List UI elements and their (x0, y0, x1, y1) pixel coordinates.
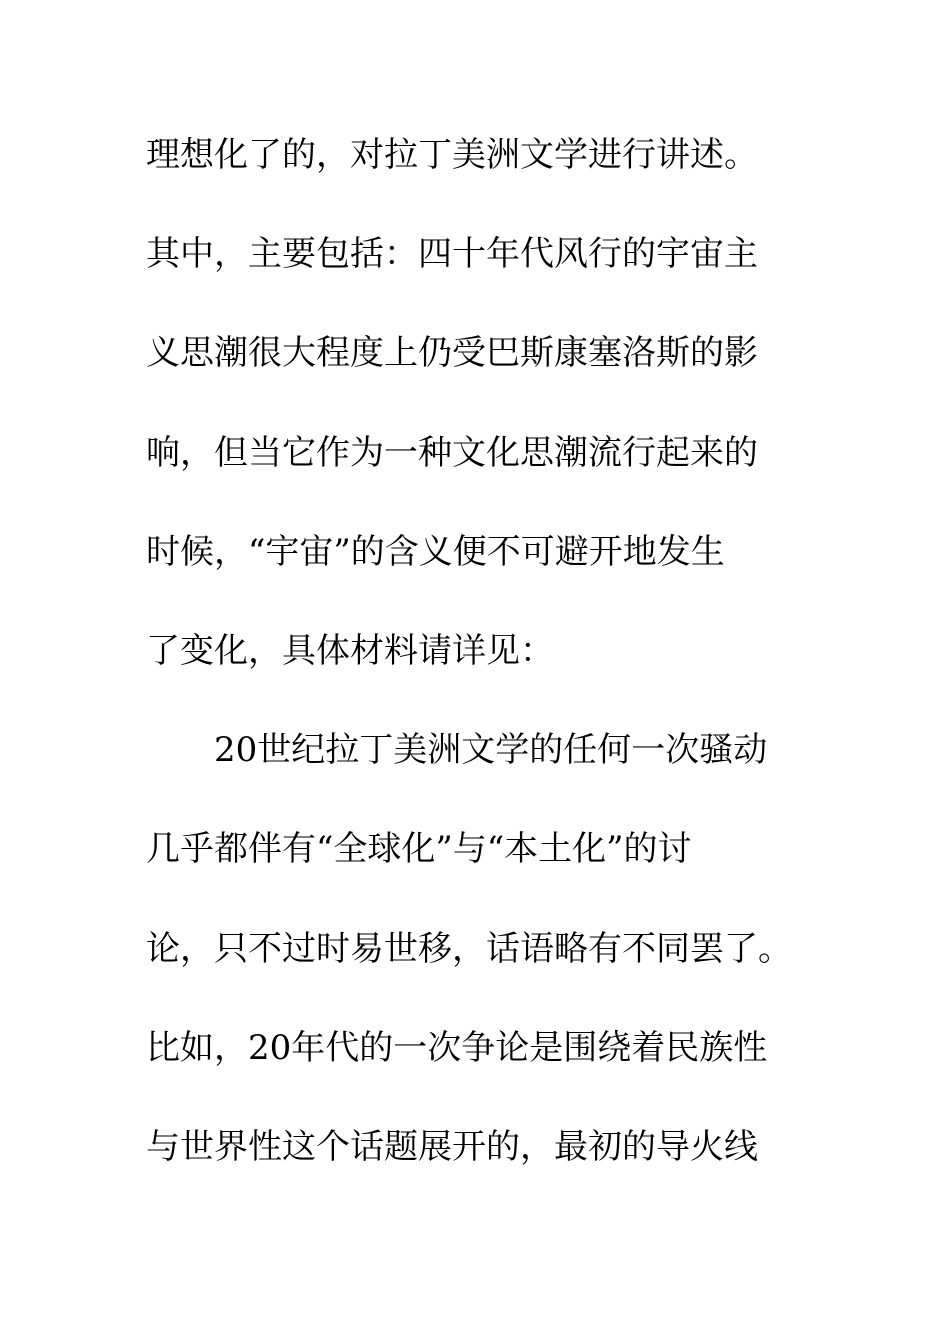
paragraph-start-line: 20世纪拉丁美洲文学的任何一次骚动 (214, 730, 768, 771)
text-line-2: 其中，主要包括：四十年代风行的宇宙主 (146, 234, 758, 275)
text-line-10: 比如，20年代的一次争论是围绕着民族性 (146, 1027, 768, 1068)
text-line-1: 理想化了的，对拉丁美洲文学进行讲述。 (146, 135, 758, 175)
text-line-9: 论，只不过时易世移，话语略有不同罢了。 (146, 928, 792, 969)
text-line-5: 时候，“宇宙”的含义便不可避开地发生 (146, 531, 725, 572)
body-text (146, 124, 826, 1215)
text-line-6: 了变化，具体材料请详见： (146, 630, 554, 671)
text-line-4: 响，但当它作为一种文化思潮流行起来的 (146, 432, 758, 473)
text-line-11: 与世界性这个话题展开的，最初的导火线 (146, 1126, 758, 1167)
text-line-8: 几乎都伴有“全球化”与“本土化”的讨 (146, 829, 692, 870)
text-line-3: 义思潮很大程度上仍受巴斯康塞洛斯的影 (146, 333, 758, 374)
